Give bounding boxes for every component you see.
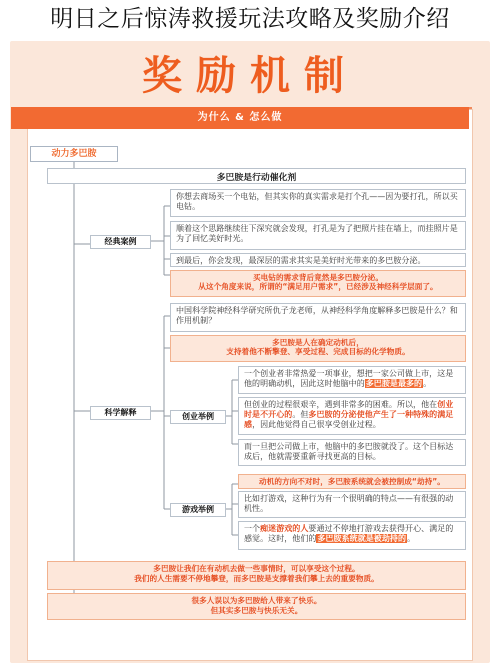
startup-example-3	[238, 439, 466, 466]
classic-label: 经典案例	[90, 235, 151, 249]
game-example-2-text-1: 一个	[244, 524, 261, 533]
game-example-1: 比如打游戏，这种行为有一个很明确的特点——有很强的动机性。	[238, 491, 466, 518]
classic-case-1: 你想去商场买一个电钻，但其实你的真实需求是打个孔——因为要打孔，所以买电钻。	[170, 189, 466, 217]
game-example-2-text-2: 要通过不停地打游戏去获得开心、满足的感觉。这时，他们的	[244, 524, 454, 543]
dopamine-tag: 动力多巴胺	[30, 146, 118, 162]
game-highlight: 动机的方向不对时，多巴胺系统就会被控制成“劫持”。	[238, 474, 466, 489]
page-title: 明日之后惊涛救援玩法攻略及奖励介绍	[50, 6, 450, 32]
classic-highlight: 买电钻的需求背后竟然是多巴胺分泌。 从这个角度来说，所谓的“满足用户需求”，已经涉及神经科学层面了。	[170, 270, 466, 297]
science-intro: 中国科学院神经科学研究所仇子龙老师，从神经科学角度解释多巴胺是什么？和作用机制？	[170, 303, 466, 332]
startup-example-2-text-3: ，因此他觉得自己很享受创业过程。	[252, 420, 381, 429]
bottom-box-2: 很多人误以为多巴胺给人带来了快乐。 但其实多巴胺与快乐无关。	[47, 593, 466, 620]
startup-example-2-text-1: 但创业的过程很艰辛，遇到非常多的困难。所以，他在	[244, 400, 438, 409]
startup-example-3-text-1: 而一旦把公司做上市，他脑中的多巴胺就没了。这个目标达成后，他就需要重新寻找更高的目标。	[244, 442, 454, 461]
game-example-2-text-3: 。	[407, 534, 416, 543]
game-example-2-red-2: 多巴胺系统就是被劫持的	[317, 534, 407, 543]
science-label: 科学解释	[90, 406, 151, 420]
main-node: 多巴胺是行动催化剂	[47, 168, 466, 184]
startup-example-1-highlight: 多巴胺是最多的	[365, 379, 423, 388]
startup-example-2-red-2: 多巴胺的分泌使他产生了一种特殊的满足感	[244, 410, 454, 429]
startup-example-2-red-1: 创业时是不开心的	[244, 400, 454, 419]
startup-example-1	[238, 366, 466, 394]
game-example-2	[238, 521, 466, 550]
startup-example-1-text-2: 。	[423, 379, 432, 388]
bottom-box-1: 多巴胺让我们在有动机去做一些事情时，可以享受这个过程。 我们的人生需要不停地攀登，而多巴胺是支撑着我们攀上去的重要物质。	[47, 561, 466, 590]
watermark-text	[446, 655, 492, 665]
classic-case-3: 到最后，你会发现，最深层的需求其实是美好时光带来的多巴胺分泌。	[170, 253, 466, 267]
startup-example-1-text-1: 一个创业者非常热爱一项事业，想把一家公司做上市，这是他的明确动机，因此这时他脑中的	[244, 369, 454, 388]
game-example-2-red-1: 痴迷游戏的人	[260, 524, 309, 533]
classic-case-2: 顺着这个思路继续往下深究就会发现，打孔是为了把照片挂在墙上，而挂照片是为了回忆美好时光。	[170, 221, 466, 250]
startup-label: 创业举例	[170, 410, 226, 424]
startup-example-2	[238, 397, 466, 435]
startup-example-2-text-2: 。但	[292, 410, 309, 419]
game-label: 游戏举例	[170, 503, 226, 517]
card-title: 奖励机制	[142, 53, 358, 99]
section-title-bar: 为什么 & 怎么做	[11, 107, 469, 129]
science-highlight: 多巴胺是人在确定动机后， 支持着他不断擎登、享受过程、完成目标的化学物质。	[170, 335, 466, 362]
